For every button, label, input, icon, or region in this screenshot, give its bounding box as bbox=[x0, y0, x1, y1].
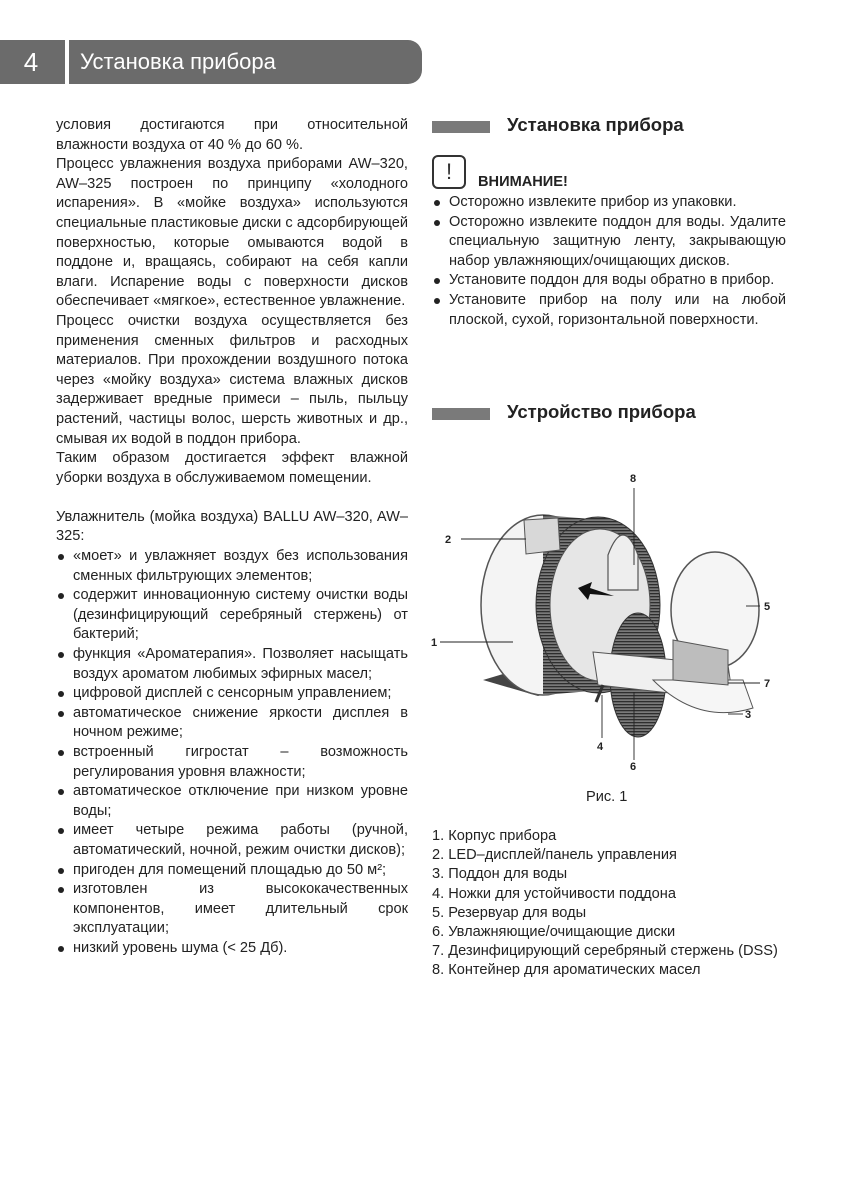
callout-8: 8 bbox=[630, 473, 637, 485]
device-diagram bbox=[428, 470, 788, 770]
parts-list bbox=[432, 827, 792, 981]
list-item: встроенный гигростат – возможность регулирования уровня влажности; bbox=[56, 743, 408, 782]
list-item: 6. Увлажняющие/очищающие диски bbox=[432, 924, 676, 941]
callout-7: 7 bbox=[764, 678, 771, 690]
figure-caption: Рис. 1 bbox=[586, 789, 628, 805]
warning-title: ВНИМАНИЕ! bbox=[478, 174, 568, 190]
list-item: изготовлен из высококачественных компонентов, имеет длительный срок эксплуатации; bbox=[56, 880, 408, 939]
callout-1: 1 bbox=[431, 637, 438, 649]
list-item: 5. Резервуар для воды bbox=[432, 904, 587, 921]
header-divider bbox=[65, 40, 69, 84]
list-item: содержит инновационную систему очистки воды (дезинфицирующий серебряный стержень) от бактерий; bbox=[56, 586, 408, 645]
list-item: 8. Контейнер для ароматических масел bbox=[432, 962, 701, 979]
paragraph: условия достигаются при относительной влажности воздуха от 40 % до 60 %. bbox=[56, 117, 408, 153]
left-column bbox=[56, 116, 408, 959]
list-item: функция «Ароматерапия». Позволяет насыщать воздух ароматом любимых эфирных масел; bbox=[56, 645, 408, 684]
section-marker bbox=[432, 121, 490, 133]
paragraph: Процесс очистки воздуха осуществляется без применения сменных фильтров и расходных материалов. При прохождении воздушного потока через «мойку воздуха» система влажных дисков задерживает вредные примеси – пыль, пыльцу растений, частицы волос, шерсть животных и др., смывая их водой в поддон прибора. bbox=[56, 312, 408, 447]
callout-4: 4 bbox=[597, 741, 604, 753]
list-item: цифровой дисплей с сенсорным управлением; bbox=[56, 684, 408, 704]
list-item: 1. Корпус прибора bbox=[432, 828, 557, 844]
section-marker bbox=[432, 408, 490, 420]
features-list bbox=[56, 547, 408, 958]
list-item: Установите прибор на полу или на любой плоской, сухой, горизонтальной поверхности. bbox=[432, 291, 786, 330]
list-item: низкий уровень шума (< 25 Дб). bbox=[56, 939, 408, 959]
callout-6: 6 bbox=[630, 761, 637, 770]
list-item: «моет» и увлажняет воздух без использования сменных фильтрующих элементов; bbox=[56, 547, 408, 586]
callout-5: 5 bbox=[764, 601, 771, 613]
callout-3: 3 bbox=[745, 709, 752, 721]
list-item: Осторожно извлеките поддон для воды. Удалите специальную защитную ленту, закрывающую набор увлажняющих/очищающих дисков. bbox=[432, 213, 786, 272]
section-title: Установка прибора bbox=[507, 114, 684, 135]
list-item: пригоден для помещений площадью до 50 м²; bbox=[56, 861, 408, 881]
list-item: Установите поддон для воды обратно в прибор. bbox=[432, 271, 786, 291]
installation-steps bbox=[432, 193, 786, 330]
section-title: Устройство прибора bbox=[507, 401, 696, 422]
list-item: автоматическое снижение яркости дисплея в ночном режиме; bbox=[56, 704, 408, 743]
callout-2: 2 bbox=[445, 534, 452, 546]
exclamation-icon: ! bbox=[432, 155, 466, 189]
features-intro: Увлажнитель (мойка воздуха) BALLU AW–320, AW–325: bbox=[56, 508, 408, 545]
page-title: Установка прибора bbox=[80, 49, 276, 74]
paragraph: Процесс увлажнения воздуха приборами AW–320, AW–325 построен по принципу «холодного испарения». В «мойке воздуха» используются специальные пластиковые диски с адсорбирующей поверхностью, которые омываются водой в поддоне и, вращаясь, собирают на себя капли влаги. Испарение воды с поверхности дисков обеспечивает «мягкое», естественное увлажнение. bbox=[56, 156, 408, 310]
page-number: 4 bbox=[23, 47, 39, 77]
list-item: 2. LED–дисплей/панель управления bbox=[432, 847, 677, 864]
list-item: 4. Ножки для устойчивости поддона bbox=[432, 885, 676, 902]
list-item: Осторожно извлеките прибор из упаковки. bbox=[432, 193, 786, 213]
list-item: автоматическое отключение при низком уровне воды; bbox=[56, 782, 408, 821]
list-item: имеет четыре режима работы (ручной, автоматический, ночной, режим очистки дисков); bbox=[56, 821, 408, 860]
water-tank bbox=[671, 552, 759, 685]
list-item: 3. Поддон для воды bbox=[432, 866, 568, 883]
list-item: 7. Дезинфицирующий серебряный стержень (DSS) bbox=[432, 943, 778, 960]
paragraph: Таким образом достигается эффект влажной уборки воздуха в обслуживаемом помещении. bbox=[56, 450, 408, 486]
